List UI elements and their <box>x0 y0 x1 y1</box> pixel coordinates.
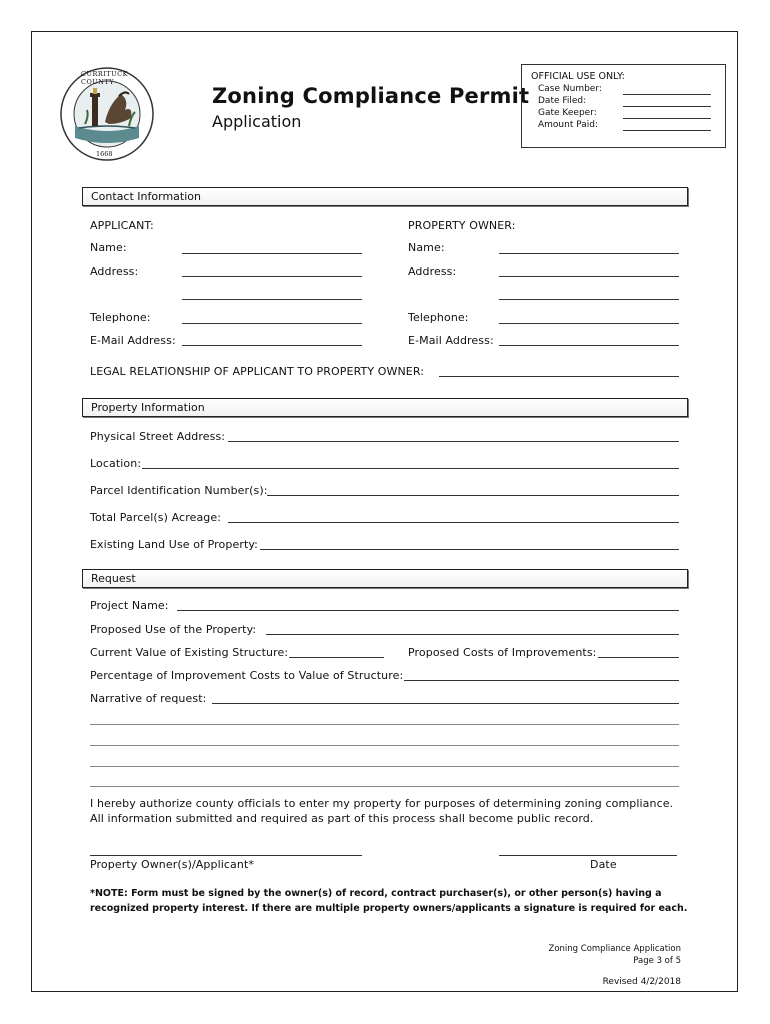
project-name-label: Project Name: <box>90 599 169 612</box>
location-field[interactable] <box>142 468 679 469</box>
case-number-field[interactable] <box>623 94 711 95</box>
proposed-use-label: Proposed Use of the Property: <box>90 623 257 636</box>
amount-paid-field[interactable] <box>623 130 711 131</box>
gate-keeper-label: Gate Keeper: <box>538 108 597 118</box>
date-filed-label: Date Filed: <box>538 96 587 106</box>
footer-page-number: Page 3 of 5 <box>633 956 681 966</box>
form-page <box>31 31 738 992</box>
narrative-line-5[interactable] <box>90 786 679 787</box>
page-title: Zoning Compliance Permit <box>212 84 530 108</box>
authorization-line-2: All information submitted and required as part of this process shall become public record. <box>90 812 594 825</box>
authorization-line-1: I hereby authorize county officials to enter my property for purposes of determining zoning compliance. <box>90 797 674 810</box>
case-number-label: Case Number: <box>538 84 602 94</box>
date-filed-field[interactable] <box>623 106 711 107</box>
land-use-field[interactable] <box>260 549 679 550</box>
applicant-email-label: E-Mail Address: <box>90 334 176 347</box>
narrative-field[interactable] <box>212 703 679 704</box>
page-subtitle: Application <box>212 112 302 131</box>
applicant-telephone-label: Telephone: <box>90 311 151 324</box>
property-section-title: Property Information <box>91 401 205 414</box>
signature-label: Property Owner(s)/Applicant* <box>90 858 254 871</box>
proposed-costs-field[interactable] <box>598 657 679 658</box>
percentage-label: Percentage of Improvement Costs to Value of Structure: <box>90 669 404 682</box>
owner-address-field-2[interactable] <box>499 299 679 300</box>
applicant-name-field[interactable] <box>182 253 362 254</box>
acreage-field[interactable] <box>228 522 679 523</box>
percentage-field[interactable] <box>404 680 679 681</box>
footer-form-name: Zoning Compliance Application <box>548 944 681 954</box>
location-label: Location: <box>90 457 142 470</box>
applicant-address-field[interactable] <box>182 276 362 277</box>
request-section-header <box>82 569 688 588</box>
owner-heading: PROPERTY OWNER: <box>408 219 516 232</box>
applicant-telephone-field[interactable] <box>182 323 362 324</box>
applicant-email-field[interactable] <box>182 345 362 346</box>
note-line-2: recognized property interest. If there are multiple property owners/applicants a signature is required for each. <box>90 903 688 914</box>
owner-address-field[interactable] <box>499 276 679 277</box>
proposed-costs-label: Proposed Costs of Improvements: <box>408 646 597 659</box>
official-use-box <box>521 64 726 148</box>
parcel-id-label: Parcel Identification Number(s): <box>90 484 268 497</box>
street-address-label: Physical Street Address: <box>90 430 226 443</box>
date-label: Date <box>590 858 617 871</box>
current-value-label: Current Value of Existing Structure: <box>90 646 289 659</box>
owner-name-label: Name: <box>408 241 445 254</box>
applicant-address-field-2[interactable] <box>182 299 362 300</box>
date-field[interactable] <box>499 855 677 856</box>
owner-address-label: Address: <box>408 265 457 278</box>
applicant-address-label: Address: <box>90 265 139 278</box>
note-line-1: *NOTE: Form must be signed by the owner(s) of record, contract purchaser(s), or other person(s) having a <box>90 888 662 899</box>
request-section-title: Request <box>91 572 136 585</box>
applicant-heading: APPLICANT: <box>90 219 154 232</box>
narrative-line-4[interactable] <box>90 766 679 767</box>
official-use-heading: OFFICIAL USE ONLY: <box>531 71 625 82</box>
narrative-label: Narrative of request: <box>90 692 207 705</box>
contact-section-title: Contact Information <box>91 190 201 203</box>
narrative-line-2[interactable] <box>90 724 679 725</box>
owner-email-label: E-Mail Address: <box>408 334 494 347</box>
parcel-id-field[interactable] <box>267 495 679 496</box>
proposed-use-field[interactable] <box>266 634 679 635</box>
property-section-header <box>82 398 688 417</box>
owner-email-field[interactable] <box>499 345 679 346</box>
owner-name-field[interactable] <box>499 253 679 254</box>
seal-year: 1668 <box>96 150 113 158</box>
relationship-field[interactable] <box>439 376 679 377</box>
relationship-label: LEGAL RELATIONSHIP OF APPLICANT TO PROPERTY OWNER: <box>90 365 425 378</box>
applicant-name-label: Name: <box>90 241 127 254</box>
project-name-field[interactable] <box>177 610 679 611</box>
gate-keeper-field[interactable] <box>623 118 711 119</box>
amount-paid-label: Amount Paid: <box>538 120 599 130</box>
seal-top-text: CURRITUCK COUNTY <box>81 70 128 86</box>
footer-revised-date: Revised 4/2/2018 <box>602 977 681 987</box>
street-address-field[interactable] <box>228 441 679 442</box>
county-seal <box>59 66 155 162</box>
signature-field[interactable] <box>90 855 362 856</box>
land-use-label: Existing Land Use of Property: <box>90 538 258 551</box>
narrative-line-3[interactable] <box>90 745 679 746</box>
current-value-field[interactable] <box>289 657 384 658</box>
acreage-label: Total Parcel(s) Acreage: <box>90 511 222 524</box>
owner-telephone-label: Telephone: <box>408 311 469 324</box>
contact-section-header <box>82 187 688 206</box>
owner-telephone-field[interactable] <box>499 323 679 324</box>
